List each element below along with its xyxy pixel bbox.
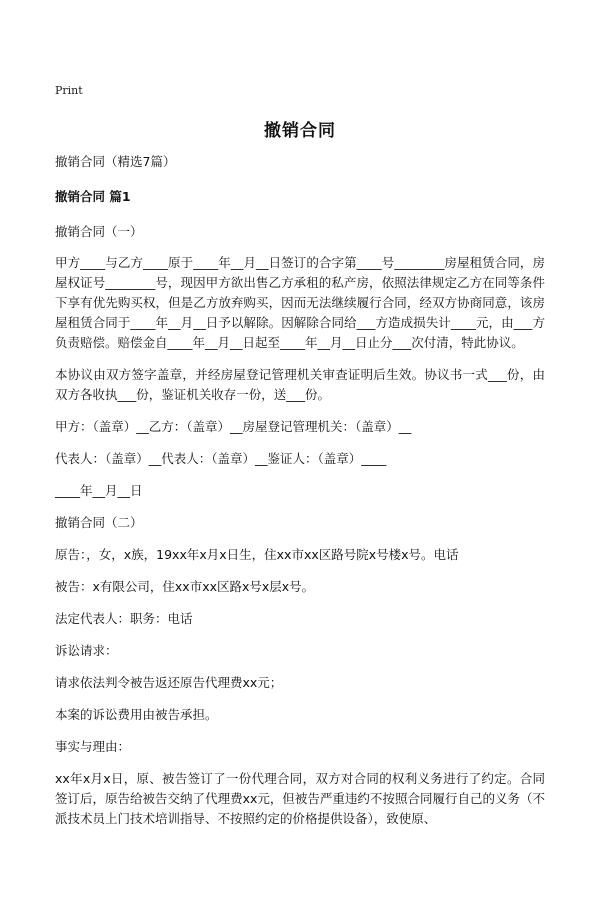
document-title: 撤销合同: [264, 121, 336, 141]
document-body: [55, 152, 545, 829]
claim-1: 请求依法判令被告返还原告代理费xx元；: [55, 675, 283, 690]
plaintiff-line: 原告：，女，x族，19xx年x月x日生，住xx市xx区路号院x号楼x号。电话: [55, 547, 459, 562]
facts-paragraph: xx年x月x日，原、被告签订了一份代理合同，双方对合同的权利义务进行了约定。合同签订后，原告给被告交纳了代理费xx元，但被告严重违约不按照合同履行自己的义务（不派技术员上门技术培训指导、不按照约定的价格提供设备），致使原、: [55, 771, 545, 826]
signature-line-1: 甲方：（盖章）__乙方：（盖章）__房屋登记管理机关：（盖章）__: [55, 419, 412, 434]
signature-line-2: 代表人：（盖章）__代表人：（盖章）__鉴证人：（盖章）____: [55, 451, 387, 466]
print-link[interactable]: Print: [55, 84, 83, 97]
intro-line: 撤销合同（精选7篇）: [55, 154, 176, 169]
claim-2: 本案的诉讼费用由被告承担。: [55, 707, 218, 722]
legal-representative-line: 法定代表人：职务：电话: [55, 611, 193, 626]
part1-title: 撤销合同（一）: [55, 224, 143, 239]
paragraph-2: 本协议由双方签字盖章，并经房屋登记管理机关审查证明后生效。协议书一式___份，由双方各收执___份，鉴证机关收存一份，送___份。: [55, 367, 545, 402]
section-heading: 撤销合同 篇1: [55, 189, 131, 204]
defendant-line: 被告：x有限公司，住xx市xx区路x号x层x号。: [55, 579, 315, 594]
part2-title: 撤销合同（二）: [55, 515, 143, 530]
facts-title: 事实与理由：: [55, 739, 131, 754]
date-line: ____年__月__日: [55, 483, 143, 498]
claims-title: 诉讼请求：: [55, 643, 118, 658]
paragraph-1: 甲方____与乙方____原于____年__月__日签订的合字第____号________房屋租赁合同，房屋权证号________号，现因甲方欲出售乙方承租的私产房，依照法律规定乙方在同等条件下享有优先购买权，但是乙方放弃购买，因而无法继续履行合同，经双方协商同意，该房屋租赁合同于____年__月__日予以解除。因解除合同给___方造成损失计____元，由___方负责赔偿。赔偿金自____年__月__日起至____年__月__日止分___次付清，特此协议。: [55, 255, 545, 350]
